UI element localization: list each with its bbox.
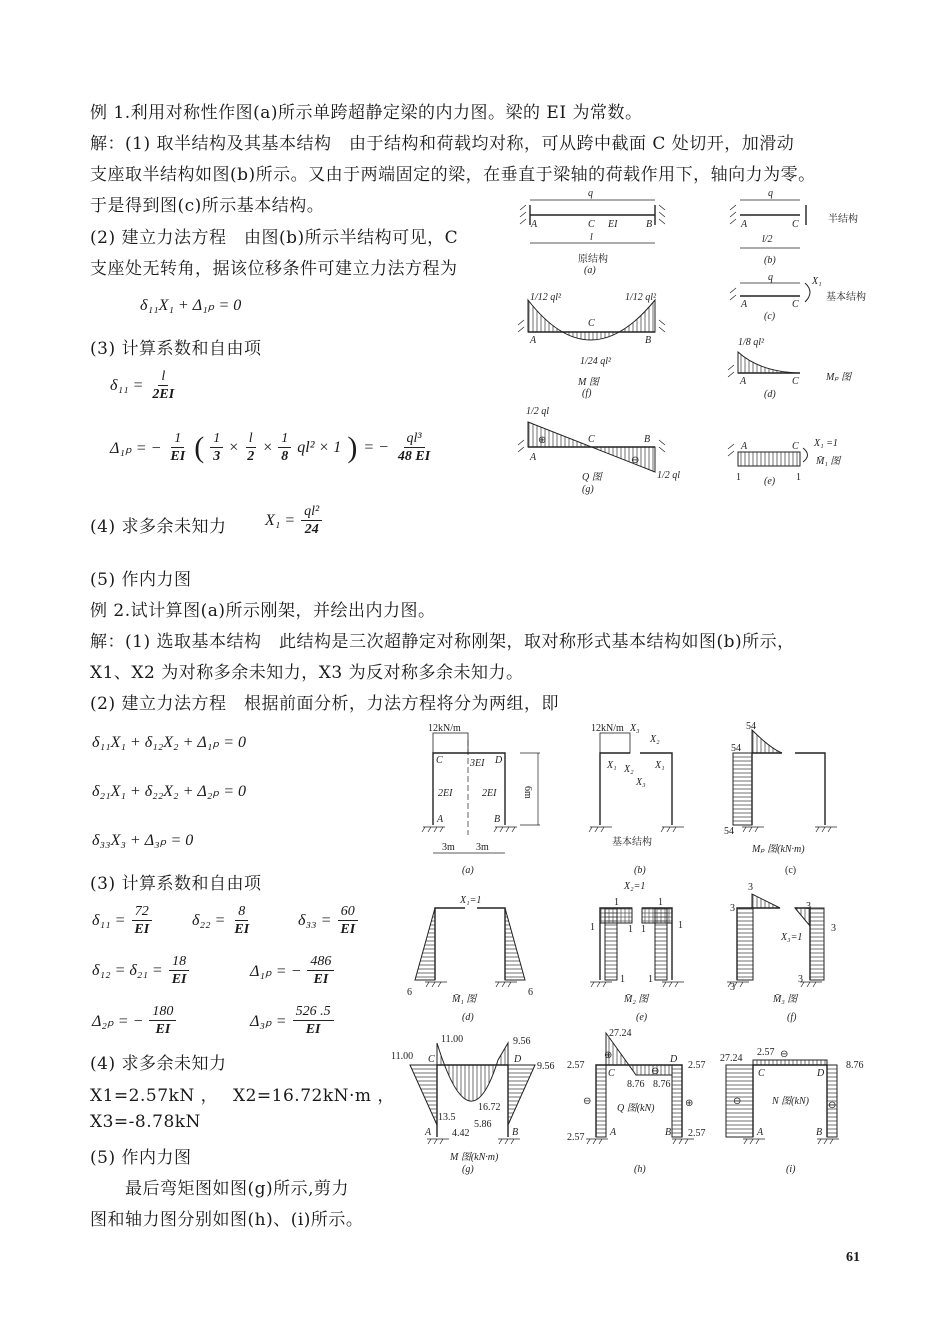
value-27-24: 27.24 xyxy=(720,1053,743,1064)
value-1: 1 xyxy=(678,920,683,931)
text-line: (5) 作内力图 xyxy=(90,570,192,590)
label-c: C xyxy=(792,299,799,310)
eq-lhs: δ₁₂ = δ₂₁ = xyxy=(92,961,163,979)
value-2-57: 2.57 xyxy=(567,1060,585,1071)
label-half-l: l/2 xyxy=(762,234,773,245)
eq-lhs: δ₂₂ = xyxy=(192,911,226,929)
eq-text: δ₁₁X₁ + δ₁₂X₂ + Δ₁ₚ = 0 xyxy=(92,734,246,751)
eq-lhs: Δ₁ₚ = − xyxy=(250,962,302,980)
numerator: 18 xyxy=(169,953,189,971)
text-line: X3=-8.78kN xyxy=(90,1112,201,1132)
caption-b: (b) xyxy=(764,255,776,266)
value-2-57: 2.57 xyxy=(567,1132,585,1143)
value-6: 6 xyxy=(407,987,412,998)
numerator: 526 .5 xyxy=(293,1003,334,1021)
value-6: 6 xyxy=(528,987,533,998)
label-b: B xyxy=(816,1127,823,1138)
label-width: 3m xyxy=(476,842,489,853)
denominator: 8 xyxy=(281,449,289,464)
label-q-end: 1/2 ql xyxy=(657,470,681,481)
label-b: B xyxy=(644,434,651,445)
label-b: B xyxy=(645,335,652,346)
caption-i: (i) xyxy=(786,1164,796,1175)
numerator: ql³ xyxy=(404,430,425,448)
value-54: 54 xyxy=(724,826,734,837)
denominator: 24 xyxy=(304,522,319,537)
caption-g: (g) xyxy=(462,1164,474,1175)
caption-g: (g) xyxy=(582,484,594,495)
caption-f: (f) xyxy=(582,388,592,399)
label-c: C xyxy=(436,755,443,766)
label-x2: X₂ xyxy=(624,764,634,775)
caption-m1: M̄₁ 图 xyxy=(452,994,477,1005)
label-2ei: 2EI xyxy=(482,788,497,799)
caption-m2: M̄₂ 图 xyxy=(624,994,649,1005)
label-mp-end: 1/8 ql² xyxy=(738,337,765,348)
paren-open: ( xyxy=(194,430,205,464)
value-11: 11.00 xyxy=(441,1034,464,1045)
sign-minus: ⊖ xyxy=(780,1049,789,1060)
denominator: 2 xyxy=(247,449,255,464)
value-1: 1 xyxy=(658,897,663,908)
caption-d: (d) xyxy=(462,1012,474,1023)
label-x3: X₃ xyxy=(636,777,646,788)
value-1: 1 xyxy=(628,924,633,935)
value-11: 11.00 xyxy=(391,1051,414,1062)
caption-basic: 基本结构 xyxy=(826,292,866,303)
label-q-end: 1/2 ql xyxy=(526,406,550,417)
numerator: 1 xyxy=(210,430,223,448)
sign-plus: ⊕ xyxy=(604,1050,613,1061)
label-x3: X₃ xyxy=(630,723,640,734)
denominator: 2EI xyxy=(152,387,175,402)
caption-m: M 图 xyxy=(578,377,599,388)
label-c: C xyxy=(792,219,799,230)
eq-text: δ₂₁X₁ + δ₂₂X₂ + Δ₂ₚ = 0 xyxy=(92,783,246,800)
caption-h: (h) xyxy=(634,1164,646,1175)
sign-plus: ⊕ xyxy=(685,1098,694,1109)
label-x1-unit: X₁=1 xyxy=(460,895,482,906)
value-54: 54 xyxy=(746,721,756,732)
value-4-42: 4.42 xyxy=(452,1128,470,1139)
value-3: 3 xyxy=(831,923,836,934)
label-a: A xyxy=(757,1127,764,1138)
label-b: B xyxy=(512,1127,519,1138)
denominator: 3 xyxy=(213,449,221,464)
label-a: A xyxy=(531,219,538,230)
value-1: 1 xyxy=(648,974,653,985)
value-3: 3 xyxy=(730,903,735,914)
label-b: B xyxy=(665,1127,672,1138)
numerator: 60 xyxy=(338,903,358,921)
label-c: C xyxy=(588,318,595,329)
numerator: 180 xyxy=(149,1003,176,1021)
value-2-57: 2.57 xyxy=(688,1128,706,1139)
caption-q: Q 图 xyxy=(582,472,602,483)
text-line: 图和轴力图分别如图(h)、(i)所示。 xyxy=(90,1210,364,1230)
label-l: l xyxy=(590,232,593,243)
text-line: 最后弯矩图如图(g)所示,剪力 xyxy=(90,1179,350,1199)
value-2-57: 2.57 xyxy=(688,1060,706,1071)
label-a: A xyxy=(740,376,747,387)
label-c: C xyxy=(608,1068,615,1079)
value-27-24: 27.24 xyxy=(609,1028,632,1039)
denominator: EI xyxy=(170,449,186,464)
label-d: D xyxy=(514,1054,522,1065)
eq-lhs: δ₁₁ = xyxy=(110,376,144,394)
value-8-76: 8.76 xyxy=(846,1060,864,1071)
label-q: q xyxy=(588,188,593,199)
value-3: 3 xyxy=(748,882,753,893)
value-9-56: 9.56 xyxy=(537,1061,555,1072)
label-a: A xyxy=(425,1127,432,1138)
numerator: l xyxy=(158,368,168,386)
numerator: 8 xyxy=(235,903,248,921)
caption-a: (a) xyxy=(462,865,474,876)
eq-lhs: Δ₂ₚ = − xyxy=(92,1012,144,1030)
text-line: 例 1.利用对称性作图(a)所示单跨超静定梁的内力图。梁的 EI 为常数。 xyxy=(90,103,643,123)
eq-lhs: δ₃₃ = xyxy=(298,911,332,929)
label-a: A xyxy=(610,1127,617,1138)
denominator: EI xyxy=(305,1022,321,1037)
caption-q: Q 图(kN) xyxy=(617,1103,655,1114)
value-3: 3 xyxy=(798,974,803,985)
label-x2: X₂ xyxy=(650,734,660,745)
label-c: C xyxy=(588,434,595,445)
value-1: 1 xyxy=(641,924,646,935)
label-b: B xyxy=(494,814,501,825)
eq-lhs: Δ₃ₚ = xyxy=(250,1012,287,1030)
text-line: (2) 建立力法方程 由图(b)所示半结构可见，C xyxy=(90,228,459,248)
text-line: X1=2.57kN ， X2=16.72kN·m ， xyxy=(90,1086,395,1106)
value-9-56: 9.56 xyxy=(513,1036,531,1047)
label-x3-unit: X₃=1 xyxy=(781,932,803,943)
label-d: D xyxy=(817,1068,825,1079)
numerator: 72 xyxy=(132,903,152,921)
label-x1: X₁ xyxy=(607,760,617,771)
denominator: EI xyxy=(155,1022,171,1037)
text-line: X1、X2 为对称多余未知力，X3 为反对称多余未知力。 xyxy=(90,663,524,683)
denominator: EI xyxy=(340,922,356,937)
value-1: 1 xyxy=(620,974,625,985)
label-3ei: 3EI xyxy=(470,758,485,769)
value-8-76: 8.76 xyxy=(653,1079,671,1090)
label-q: q xyxy=(768,272,773,283)
caption-e: (e) xyxy=(636,1012,648,1023)
label-d: D xyxy=(495,755,503,766)
caption-f: (f) xyxy=(787,1012,797,1023)
caption-n: N 图(kN) xyxy=(772,1096,809,1107)
label-x2-unit: X₂=1 xyxy=(624,881,646,892)
label-x1-unit: X₁ =1 xyxy=(814,438,838,449)
label-x1: X₁ xyxy=(655,760,665,771)
text-line: 支座取半结构如图(b)所示。又由于两端固定的梁，在垂直于梁轴的荷载作用下，轴向力为零。 xyxy=(90,165,816,185)
label-m-end: 1/12 ql² xyxy=(625,292,657,303)
caption-c: (c) xyxy=(785,865,797,876)
value-16-72: 16.72 xyxy=(478,1102,501,1113)
value-13-5: 13.5 xyxy=(438,1112,456,1123)
text-line: (4) 求多余未知力 xyxy=(90,517,227,537)
numerator: 1 xyxy=(171,430,184,448)
label-c: C xyxy=(588,219,595,230)
label-width: 3m xyxy=(442,842,455,853)
eq-equals: = − xyxy=(363,438,389,456)
label-a: A xyxy=(530,335,537,346)
sign-minus: ⊖ xyxy=(733,1096,742,1107)
value-3: 3 xyxy=(806,901,811,912)
text-line: 于是得到图(c)所示基本结构。 xyxy=(90,196,325,216)
eq-text: δ₁₁X₁ + Δ₁ₚ = 0 xyxy=(140,297,242,314)
label-c: C xyxy=(428,1054,435,1065)
times: × xyxy=(229,438,239,456)
caption-d: (d) xyxy=(764,389,776,400)
label-d: D xyxy=(670,1054,678,1065)
value-2-57: 2.57 xyxy=(757,1047,775,1058)
label-ei: EI xyxy=(608,219,618,230)
eq-lhs: δ₁₁ = xyxy=(92,911,126,929)
value-8-76: 8.76 xyxy=(627,1079,645,1090)
denominator: 48 EI xyxy=(397,449,431,464)
caption-b: (b) xyxy=(634,865,646,876)
value-1: 1 xyxy=(736,472,741,483)
text-line: 例 2.试计算图(a)所示刚架，并绘出内力图。 xyxy=(90,601,436,621)
denominator: EI xyxy=(234,922,250,937)
caption-m: M 图(kN·m) xyxy=(450,1152,499,1163)
caption-half-structure: 半结构 xyxy=(828,214,858,225)
value-54: 54 xyxy=(731,743,741,754)
caption-mp: Mₚ 图 xyxy=(826,372,852,383)
eq-lhs: X₁ = xyxy=(265,511,296,529)
label-load: 12kN/m xyxy=(428,723,461,734)
sign-minus: ⊖ xyxy=(828,1100,837,1111)
numerator: 486 xyxy=(307,953,334,971)
denominator: EI xyxy=(171,972,187,987)
value-1: 1 xyxy=(590,922,595,933)
text-line: (5) 作内力图 xyxy=(90,1148,192,1168)
label-a: A xyxy=(741,219,748,230)
eq-lhs: Δ₁ₚ = − xyxy=(110,439,162,457)
sign-minus: ⊖ xyxy=(651,1066,660,1077)
label-a: A xyxy=(741,299,748,310)
eq-term: ql² × 1 xyxy=(297,438,342,456)
page-number: 61 xyxy=(846,1250,860,1265)
label-m-end: 1/12 ql² xyxy=(530,292,562,303)
value-5-86: 5.86 xyxy=(474,1119,492,1130)
label-c: C xyxy=(758,1068,765,1079)
label-a: A xyxy=(530,452,537,463)
text-line: (4) 求多余未知力 xyxy=(90,1054,227,1074)
paren-close: ) xyxy=(347,430,358,464)
sign-minus: ⊖ xyxy=(631,455,640,466)
text-line: 解：(1) 取半结构及其基本结构 由于结构和荷载均对称，可从跨中截面 C 处切开，加滑动 xyxy=(90,134,795,154)
label-c: C xyxy=(792,441,799,452)
numerator: ql² xyxy=(301,503,322,521)
label-b: B xyxy=(646,219,653,230)
eq-text: δ₃₃X₃ + Δ₃ₚ = 0 xyxy=(92,832,194,849)
denominator: EI xyxy=(313,972,329,987)
caption-c: (c) xyxy=(764,311,776,322)
caption-original: 原结构 xyxy=(578,254,608,265)
numerator: 1 xyxy=(278,430,291,448)
sign-minus: ⊖ xyxy=(583,1096,592,1107)
value-1: 1 xyxy=(614,897,619,908)
caption-mp: Mₚ 图(kN·m) xyxy=(752,844,805,855)
value-3: 3 xyxy=(730,982,735,993)
text-line: 解：(1) 选取基本结构 此结构是三次超静定对称刚架，取对称形式基本结构如图(b)所示， xyxy=(90,632,795,652)
label-a: A xyxy=(437,814,444,825)
denominator: EI xyxy=(134,922,150,937)
label-load: 12kN/m xyxy=(591,723,624,734)
label-2ei: 2EI xyxy=(438,788,453,799)
times: × xyxy=(263,438,273,456)
value-1: 1 xyxy=(796,472,801,483)
text-line: (3) 计算系数和自由项 xyxy=(90,339,262,359)
caption-basic: 基本结构 xyxy=(612,837,652,848)
label-a: A xyxy=(741,441,748,452)
caption-m3: M̄₃ 图 xyxy=(773,994,798,1005)
label-x1: X₁ xyxy=(812,276,822,287)
text-line: (2) 建立力法方程 根据前面分析，力法方程将分为两组，即 xyxy=(90,694,559,714)
caption-a: (a) xyxy=(584,265,596,276)
label-q: q xyxy=(768,188,773,199)
caption-m1: M̄₁ 图 xyxy=(816,456,841,467)
numerator: l xyxy=(246,430,256,448)
label-m-mid: 1/24 ql² xyxy=(580,356,612,367)
label-c: C xyxy=(792,376,799,387)
text-line: (3) 计算系数和自由项 xyxy=(90,874,262,894)
text-line: 支座处无转角，据该位移条件可建立力法方程为 xyxy=(90,259,458,279)
sign-plus: ⊕ xyxy=(538,435,547,446)
caption-e: (e) xyxy=(764,476,776,487)
label-height: 6m xyxy=(522,786,533,799)
